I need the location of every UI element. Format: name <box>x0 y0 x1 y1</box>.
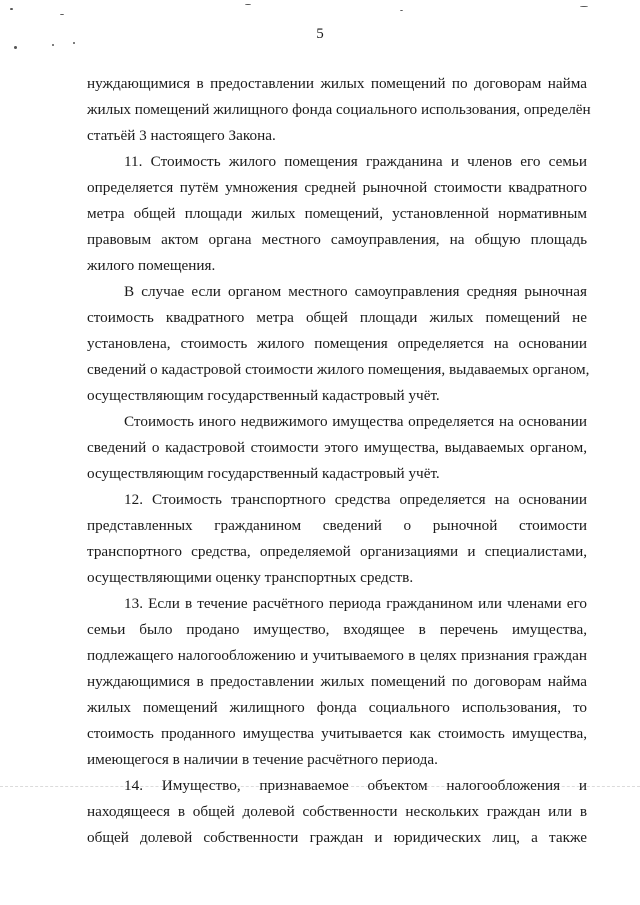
text-line: подлежащего налогообложению и учитываемого в целях признания граждан <box>87 647 587 664</box>
text-line: семьи было продано имущество, входящее в перечень имущества, <box>87 621 587 638</box>
text-line: сведений о кадастровой стоимости этого имущества, выдаваемых органом, <box>87 439 587 456</box>
text-line: 13. Если в течение расчётного периода гражданином или членами его <box>124 595 587 612</box>
text-line: находящееся в общей долевой собственности нескольких граждан или в <box>87 803 587 820</box>
text-line: стоимость квадратного метра общей площади жилых помещений не <box>87 309 587 326</box>
scan-speck <box>400 10 403 11</box>
text-line: сведений о кадастровой стоимости жилого помещения, выдаваемых органом, <box>87 361 590 378</box>
text-line: нуждающимися в предоставлении жилых помещений по договорам найма <box>87 673 587 690</box>
text-line: 12. Стоимость транспортного средства определяется на основании <box>124 491 587 508</box>
text-line: осуществляющими оценку транспортных средств. <box>87 569 414 586</box>
text-line: метра общей площади жилых помещений, установленной нормативным <box>87 205 587 222</box>
text-line: осуществляющим государственный кадастровый учёт. <box>87 387 440 404</box>
text-line: статьёй 3 настоящего Закона. <box>87 127 276 144</box>
scan-speck <box>10 8 13 10</box>
scan-speck <box>245 4 251 5</box>
text-line: 14. Имущество, признаваемое объектом налогообложения и <box>124 777 587 794</box>
text-line: правовым актом органа местного самоуправления, на общую площадь <box>87 231 587 248</box>
text-line: общей долевой собственности граждан и юридических лиц, а также <box>87 829 587 846</box>
text-line: транспортного средства, определяемой организациями и специалистами, <box>87 543 587 560</box>
text-line: жилых помещений жилищного фонда социального использования, то <box>87 699 587 716</box>
text-line: представленных гражданином сведений о рыночной стоимости <box>87 517 587 534</box>
scan-speck <box>52 44 54 46</box>
text-line: Стоимость иного недвижимого имущества определяется на основании <box>124 413 587 430</box>
body-text <box>87 71 591 851</box>
text-line: стоимость проданного имущества учитывается как стоимость имущества, <box>87 725 587 742</box>
text-line: нуждающимися в предоставлении жилых помещений по договорам найма <box>87 75 587 92</box>
text-line: установлена, стоимость жилого помещения определяется на основании <box>87 335 587 352</box>
text-line: осуществляющим государственный кадастровый учёт. <box>87 465 440 482</box>
scan-speck <box>14 46 17 49</box>
text-line: В случае если органом местного самоуправления средняя рыночная <box>124 283 587 300</box>
text-line: жилого помещения. <box>87 257 216 274</box>
text-line: определяется путём умножения средней рыночной стоимости квадратного <box>87 179 587 196</box>
text-line: имеющегося в наличии в течение расчётного периода. <box>87 751 438 768</box>
scan-speck <box>580 6 588 7</box>
text-line: 11. Стоимость жилого помещения гражданина и членов его семьи <box>124 153 587 170</box>
scan-speck <box>60 14 64 15</box>
text-line: жилых помещений жилищного фонда социального использования, определён <box>87 101 591 118</box>
page-number: 5 <box>316 26 324 42</box>
